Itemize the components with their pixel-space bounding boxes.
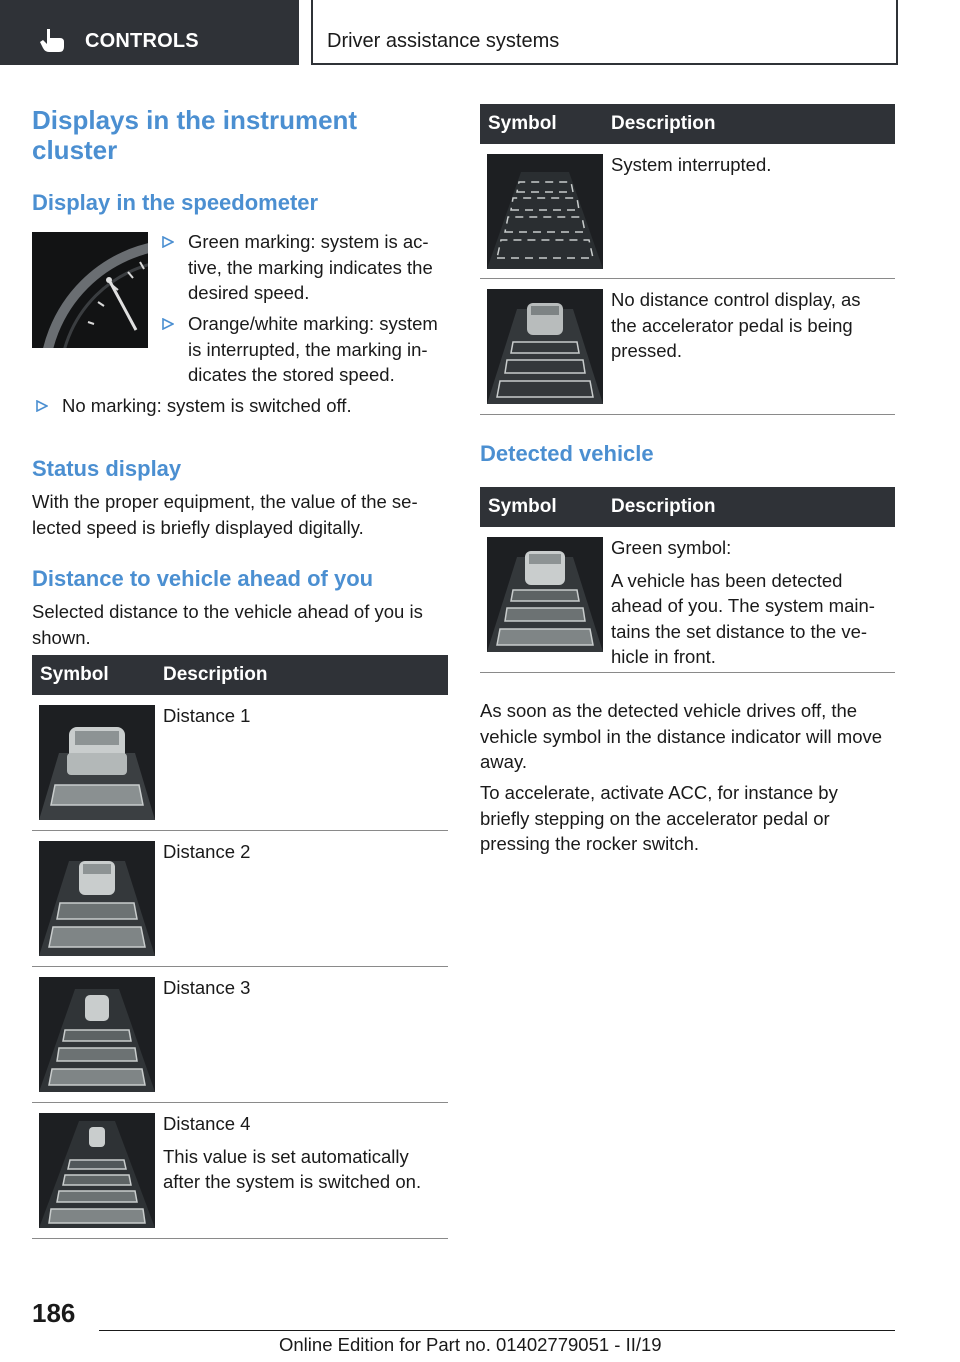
header-description: Description — [611, 113, 716, 134]
detected-vehicle-symbol — [487, 537, 603, 652]
distance-4-symbol — [39, 1113, 155, 1228]
section-tab — [0, 0, 299, 65]
row-description — [611, 535, 891, 670]
triangle-bullet-icon — [162, 236, 174, 248]
row-description-note: This value is set automatically after the system is switched on. — [163, 1145, 422, 1192]
paragraph-drives-off: As soon as the detected vehicle drives off, the vehicle symbol in the distance indicator will move away. — [480, 700, 883, 772]
triangle-bullet-icon — [162, 318, 174, 330]
row-description-title: Distance 4 — [163, 1113, 251, 1134]
table-header — [32, 655, 448, 695]
table-row — [32, 831, 448, 967]
row-description: System interrupted. — [611, 154, 772, 175]
speedometer-image — [32, 232, 148, 348]
status-text: With the proper equipment, the value of the se- lected speed is briefly displayed digitally. — [32, 491, 418, 538]
hand-pointer-icon — [38, 27, 66, 53]
distance-text: Selected distance to the vehicle ahead of you is shown. — [32, 601, 423, 648]
bullet-text: Green marking: system is ac- tive, the marking indicates the desired speed. — [188, 231, 433, 303]
row-description: Distance 2 — [163, 841, 251, 862]
detected-table — [480, 487, 895, 673]
table-row — [480, 144, 895, 279]
table-row — [32, 695, 448, 831]
bullet-text: No marking: system is switched off. — [62, 395, 352, 416]
header-symbol: Symbol — [488, 113, 557, 134]
table-row — [480, 527, 895, 673]
section-label: CONTROLS — [85, 30, 199, 52]
distance-1-symbol — [39, 705, 155, 820]
system-interrupted-symbol — [487, 154, 603, 269]
row-description-note: A vehicle has been detected ahead of you. The system main- tains the set distance to the ve- hicle in front. — [611, 569, 875, 667]
table-row — [480, 279, 895, 415]
row-description-title: Green symbol: — [611, 537, 732, 558]
status-heading: Status display — [32, 456, 182, 481]
row-description: Distance 1 — [163, 705, 251, 726]
bullet-text: Orange/white marking: system is interrupted, the marking in- dicates the stored speed. — [188, 313, 438, 385]
page-title: Displays in the instrument cluster — [32, 105, 358, 165]
no-distance-control-symbol — [487, 289, 603, 404]
speedometer-heading: Display in the speedometer — [32, 190, 319, 215]
footer-edition: Online Edition for Part no. 01402779051 - II/19 — [279, 1334, 662, 1355]
chapter-label: Driver assistance systems — [327, 30, 560, 52]
table-header — [480, 104, 895, 144]
interruption-table — [480, 104, 895, 415]
chapter-tab — [311, 0, 898, 65]
header-description: Description — [611, 496, 716, 517]
distance-2-symbol — [39, 841, 155, 956]
triangle-bullet-icon — [36, 400, 48, 412]
header-symbol: Symbol — [488, 496, 557, 517]
distance-3-symbol — [39, 977, 155, 1092]
row-description: Distance 3 — [163, 977, 251, 998]
row-description: No distance control display, as the accelerator pedal is being pressed. — [611, 289, 861, 361]
header-symbol: Symbol — [40, 664, 109, 685]
table-row — [32, 1103, 448, 1239]
table-row — [32, 967, 448, 1103]
detected-heading: Detected vehicle — [480, 441, 654, 466]
page-number: 186 — [32, 1298, 76, 1328]
distance-heading: Distance to vehicle ahead of you — [32, 566, 374, 591]
distance-table — [32, 655, 448, 1239]
footer-divider — [99, 1330, 895, 1331]
row-description — [163, 1111, 443, 1195]
paragraph-accelerate: To accelerate, activate ACC, for instance by briefly stepping on the accelerator pedal or pressing the rocker switch. — [480, 782, 838, 854]
header-description: Description — [163, 664, 268, 685]
table-header — [480, 487, 895, 527]
